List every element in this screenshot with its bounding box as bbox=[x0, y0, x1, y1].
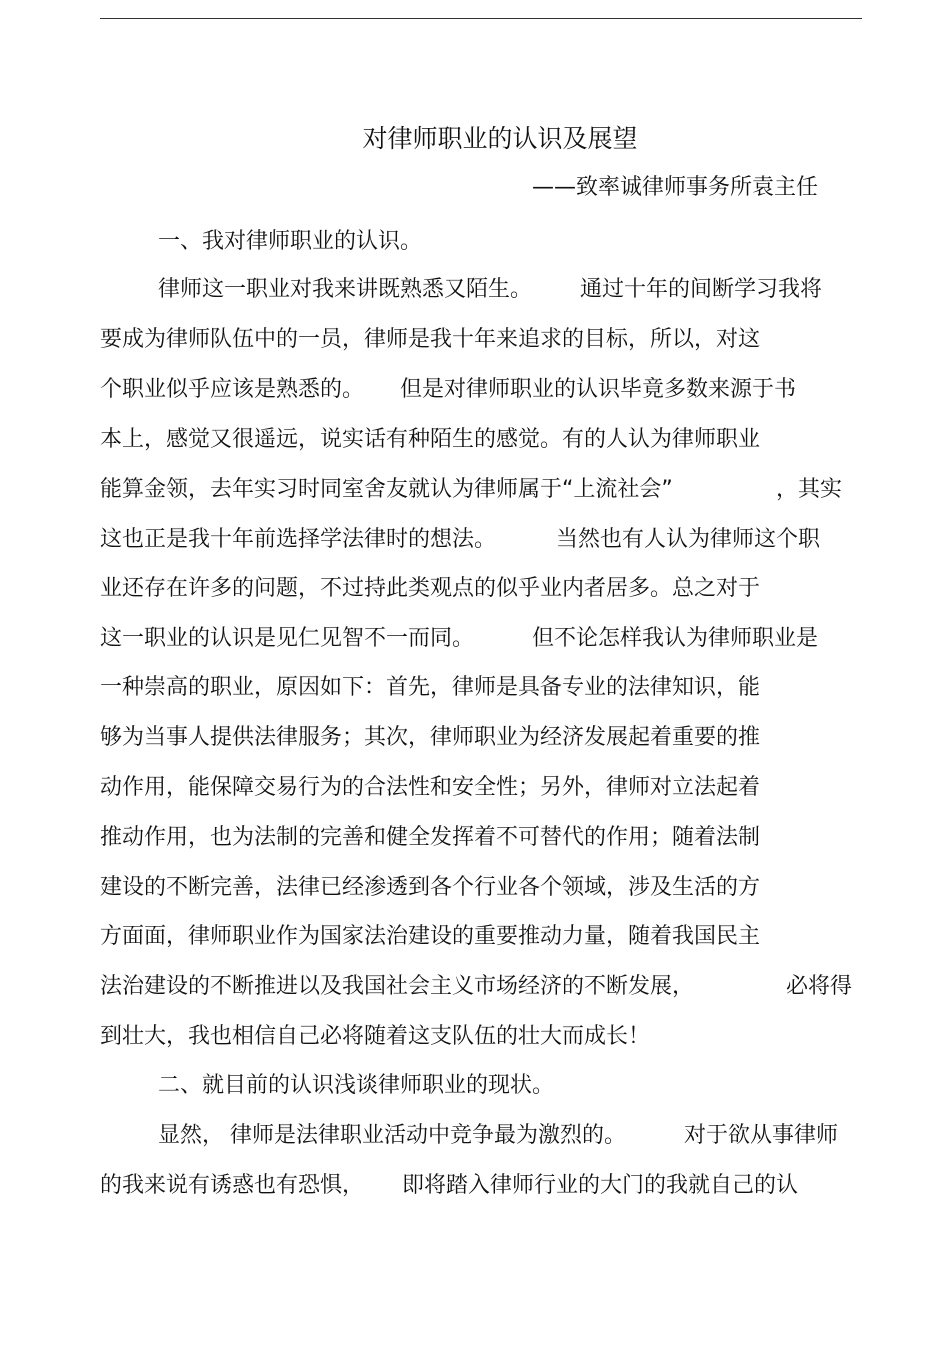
line-text: 一种崇高的职业，原因如下：首先，律师是具备专业的法律知识，能 bbox=[100, 675, 761, 700]
line-text: 方面面，律师职业作为国家法治建设的重要推动力量，随着我国民主 bbox=[100, 924, 761, 949]
document-subtitle: ——致率诚律师事务所袁主任 bbox=[532, 175, 819, 200]
line-text: 即将踏入律师行业的大门的我就自己的认 bbox=[402, 1173, 799, 1198]
line-text: 个职业似乎应该是熟悉的。 bbox=[100, 377, 365, 402]
line-text: 够为当事人提供法律服务；其次，律师职业为经济发展起着重要的推 bbox=[100, 725, 761, 750]
line-text: 业还存在许多的问题，不过持此类观点的似乎业内者居多。总之对于 bbox=[100, 576, 761, 601]
line-text: ，其实 bbox=[776, 477, 843, 502]
line-text: 必将得 bbox=[786, 974, 853, 999]
line-text: 一、我对律师职业的认识。 bbox=[158, 229, 423, 254]
line-text: 这也正是我十年前选择学法律时的想法。 bbox=[100, 527, 497, 552]
line-text: 能算金领，去年实习时同室舍友就认为律师属于“上流社会” bbox=[100, 477, 673, 502]
line-text: 要成为律师队伍中的一员，律师是我十年来追求的目标，所以，对这 bbox=[100, 327, 761, 352]
line-text: 建设的不断完善，法律已经渗透到各个行业各个领域，涉及生活的方 bbox=[100, 875, 761, 900]
line-text: 对于欲从事律师 bbox=[684, 1123, 839, 1148]
line-text: 但不论怎样我认为律师职业是 bbox=[532, 626, 819, 651]
line-text: 律师这一职业对我来讲既熟悉又陌生。 bbox=[158, 277, 533, 302]
line-text: 这一职业的认识是见仁见智不一而同。 bbox=[100, 626, 475, 651]
line-text: 法治建设的不断推进以及我国社会主义市场经济的不断发展， bbox=[100, 974, 695, 999]
line-text: 当然也有人认为律师这个职 bbox=[556, 527, 821, 552]
header-rule bbox=[100, 18, 862, 19]
line-text: 动作用，能保障交易行为的合法性和安全性；另外，律师对立法起着 bbox=[100, 775, 761, 800]
line-text: 推动作用，也为法制的完善和健全发挥着不可替代的作用；随着法制 bbox=[100, 825, 761, 850]
line-text: 二、就目前的认识浅谈律师职业的现状。 bbox=[158, 1073, 555, 1098]
line-text: 本上，感觉又很遥远，说实话有种陌生的感觉。有的人认为律师职业 bbox=[100, 427, 761, 452]
line-text: 但是对律师职业的认识毕竟多数来源于书 bbox=[400, 377, 797, 402]
line-text: 律师是法律职业活动中竞争最为激烈的。 bbox=[230, 1123, 627, 1148]
document-title: 对律师职业的认识及展望 bbox=[362, 124, 638, 153]
line-text: 到壮大，我也相信自己必将随着这支队伍的壮大而成长！ bbox=[100, 1024, 651, 1049]
line-text: 通过十年的间断学习我将 bbox=[580, 277, 823, 302]
line-text: 的我来说有诱惑也有恐惧， bbox=[100, 1173, 365, 1198]
line-text: 显然， bbox=[158, 1123, 225, 1148]
